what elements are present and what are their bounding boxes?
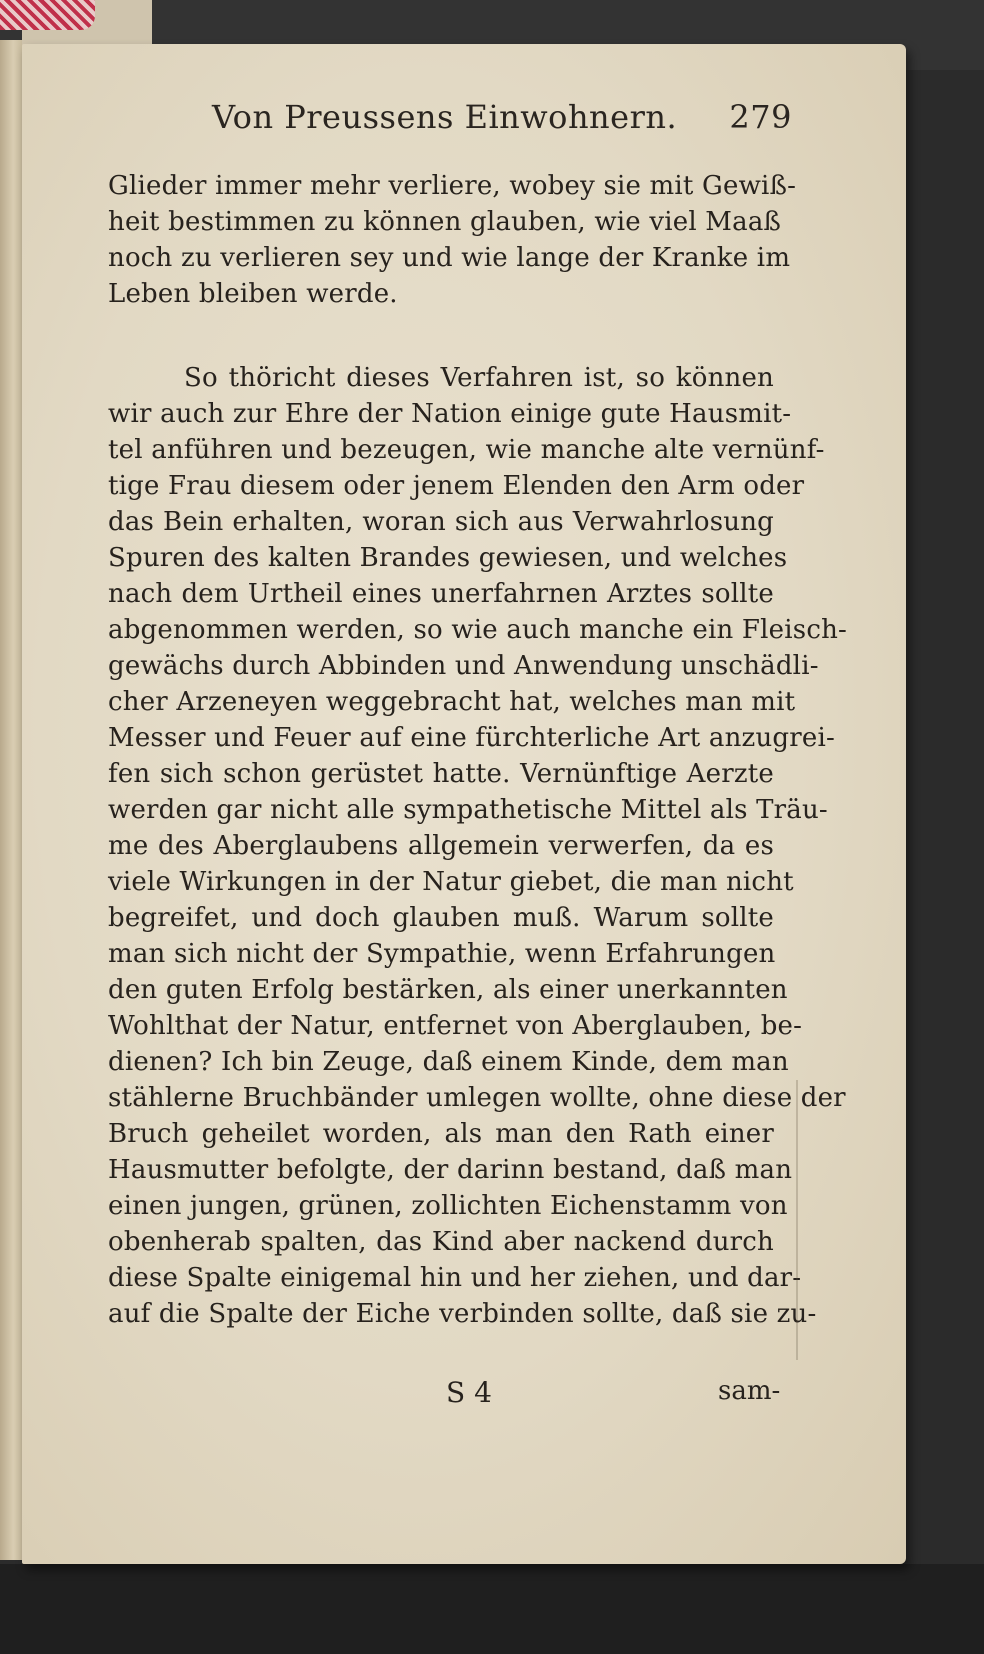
text-line: heit bestimmen zu können glauben, wie viel Maaß xyxy=(108,207,782,237)
text-line: gewächs durch Abbinden und Anwendung unschädli- xyxy=(108,651,819,681)
text-line: So thöricht dieses Verfahren ist, so können xyxy=(184,363,774,393)
margin-mark xyxy=(796,1080,798,1360)
paragraph-2 xyxy=(108,360,848,1332)
scan-background-bottom xyxy=(0,1564,984,1654)
text-line: den guten Erfolg bestärken, als einer unerkannten xyxy=(108,975,788,1005)
text-line: man sich nicht der Sympathie, wenn Erfahrungen xyxy=(108,939,776,969)
text-line: Wohlthat der Natur, entfernet von Aberglauben, be- xyxy=(108,1011,803,1041)
text-line: obenherab spalten, das Kind aber nackend durch xyxy=(108,1227,774,1257)
text-line: auf die Spalte der Eiche verbinden sollte, daß sie zu- xyxy=(108,1299,817,1329)
paragraph-1 xyxy=(108,168,797,312)
text-line: Hausmutter befolgte, der darinn bestand, daß man xyxy=(108,1155,793,1185)
text-line: Leben bleiben werde. xyxy=(108,279,398,309)
running-head xyxy=(212,98,792,138)
text-line: werden gar nicht alle sympathetische Mittel als Träu- xyxy=(108,795,828,825)
text-line: stählerne Bruchbänder umlegen wollte, ohne diese der xyxy=(108,1083,846,1113)
signature-mark: S 4 xyxy=(446,1376,492,1409)
catchword: sam- xyxy=(718,1376,781,1406)
text-line: abgenommen werden, so wie auch manche ein Fleisch- xyxy=(108,615,848,645)
text-line: cher Arzeneyen weggebracht hat, welches man mit xyxy=(108,687,796,717)
text-line: tel anführen und bezeugen, wie manche alte vernünf- xyxy=(108,435,825,465)
text-line: me des Aberglaubens allgemein verwerfen, da es xyxy=(108,831,774,861)
text-line: einen jungen, grünen, zollichten Eichenstamm von xyxy=(108,1191,788,1221)
running-head-title: Von Preussens Einwohnern. xyxy=(212,98,678,136)
text-line: viele Wirkungen in der Natur giebet, die man nicht xyxy=(108,867,794,897)
text-line: wir auch zur Ehre der Nation einige gute Hausmit- xyxy=(108,399,792,429)
text-line: das Bein erhalten, woran sich aus Verwahrlosung xyxy=(108,507,774,537)
text-line: tige Frau diesem oder jenem Elenden den Arm oder xyxy=(108,471,805,501)
text-line: nach dem Urtheil eines unerfahrnen Arztes sollte xyxy=(108,579,774,609)
page-number: 279 xyxy=(729,98,792,136)
text-line: noch zu verlieren sey und wie lange der Kranke im xyxy=(108,243,791,273)
text-line: Glieder immer mehr verliere, wobey sie mit Gewiß- xyxy=(108,171,797,201)
text-line: Messer und Feuer auf eine fürchterliche Art anzugrei- xyxy=(108,723,835,753)
text-line: Spuren des kalten Brandes gewiesen, und welches xyxy=(108,543,788,573)
text-line: Bruch geheilet worden, als man den Rath einer xyxy=(108,1119,774,1149)
text-line: dienen? Ich bin Zeuge, daß einem Kinde, dem man xyxy=(108,1047,789,1077)
book-binding-edge xyxy=(0,40,22,1560)
text-line: begreifet, und doch glauben muß. Warum sollte xyxy=(108,903,774,933)
bookmark-ribbon xyxy=(0,0,95,30)
text-line: fen sich schon gerüstet hatte. Vernünftige Aerzte xyxy=(108,759,774,789)
text-line: diese Spalte einigemal hin und her ziehen, und dar- xyxy=(108,1263,802,1293)
